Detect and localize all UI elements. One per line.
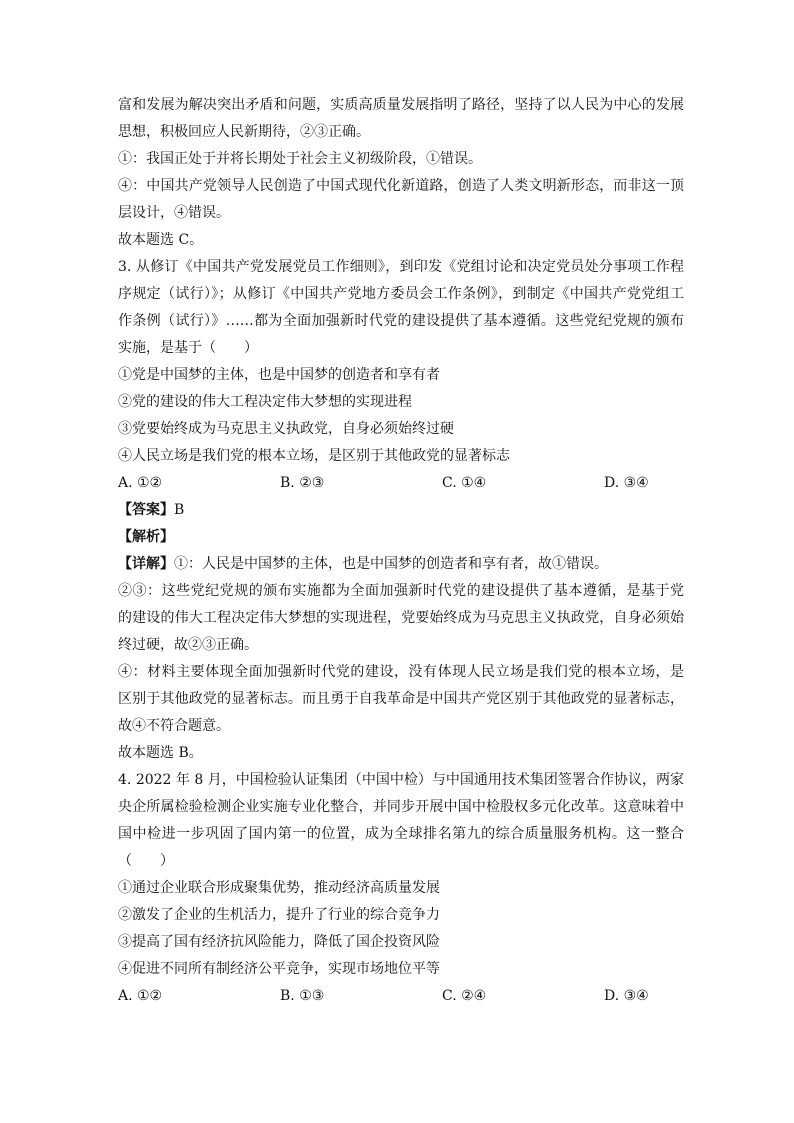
option-d: D. ③④ (604, 475, 649, 491)
text-line: ④：中国共产党领导人民创造了中国式现代化新道路，创造了人类文明新形态，而非这一顶 (118, 178, 684, 194)
option-b: B. ①③ (280, 988, 325, 1004)
option-c: C. ②④ (442, 988, 487, 1004)
analysis-label: 【解析】 (118, 529, 174, 545)
question-stem-line: 实施，是基于（ ） (118, 340, 258, 356)
statement-item: ②激发了企业的生机活力，提升了行业的综合竞争力 (118, 907, 440, 923)
option-b: B. ②③ (280, 475, 325, 491)
question-stem-line: 央企所属检验检测企业实施专业化整合，并同步开展中国中检股权多元化改革。这意味着中 (118, 799, 684, 815)
statement-item: ③提高了国有经济抗风险能力，降低了国企投资风险 (118, 934, 440, 950)
answer-options (118, 983, 684, 1010)
text-line: ①：我国正处于并将长期处于社会主义初级阶段，①错误。 (118, 151, 482, 167)
answer-line (118, 497, 684, 524)
option-d: D. ③④ (604, 988, 649, 1004)
question-stem-line: 4. 2022 年 8 月，中国检验认证集团（中国中检）与中国通用技术集团签署合作协议，两家 (118, 772, 684, 788)
detail-line: 终过硬，故②③正确。 (118, 637, 258, 653)
question-stem-line: 序规定（试行）》；从修订《中国共产党地方委员会工作条例》，到制定《中国共产党党组工 (118, 286, 684, 302)
option-a: A. ①② (118, 988, 163, 1004)
option-c: C. ①④ (442, 475, 487, 491)
detail-line: 的建设的伟大工程决定伟大梦想的实现进程，党要始终成为马克思主义执政党，自身必须始 (118, 610, 684, 626)
answer-value: B (174, 502, 185, 518)
answer-options (118, 470, 684, 497)
detail-line: ②③：这些党纪党规的颁布实施都为全面加强新时代党的建设提供了基本遵循，是基于党 (118, 583, 684, 599)
text-line: 思想，积极回应人民新期待，②③正确。 (118, 124, 370, 140)
statement-item: ①党是中国梦的主体，也是中国梦的创造者和享有者 (118, 367, 440, 383)
detail-line: 区别于其他政党的显著标志。而且勇于自我革命是中国共产党区别于其他政党的显著标志， (118, 691, 684, 707)
statement-item: ④人民立场是我们党的根本立场，是区别于其他政党的显著标志 (118, 448, 510, 464)
detail-line: ④：材料主要体现全面加强新时代党的建设，没有体现人民立场是我们党的根本立场，是 (118, 664, 684, 680)
document-page (118, 92, 684, 1010)
question-stem-line: 国中检进一步巩固了国内第一的位置，成为全球排名第九的综合质量服务机构。这一整合 (118, 826, 684, 842)
detail-line: 故④不符合题意。 (118, 718, 230, 734)
text-line: 故本题选 C。 (118, 232, 204, 248)
question-stem-line: 3. 从修订《中国共产党发展党员工作细则》，到印发《党组讨论和决定党员处分事项工作程 (118, 259, 684, 275)
question-stem-line: （ ） (118, 853, 174, 869)
statement-item: ④促进不同所有制经济公平竞争，实现市场地位平等 (118, 961, 440, 977)
statement-item: ③党要始终成为马克思主义执政党，自身必须始终过硬 (118, 421, 454, 437)
text-line: 富和发展为解决突出矛盾和问题，实质高质量发展指明了路径，坚持了以人民为中心的发展 (118, 97, 684, 113)
question-3 (118, 254, 684, 767)
detail-line: 故本题选 B。 (118, 745, 203, 761)
option-a: A. ①② (118, 475, 163, 491)
detail-text: ①：人民是中国梦的主体，也是中国梦的创造者和享有者，故①错误。 (174, 556, 608, 572)
answer-label: 【答案】 (118, 502, 174, 518)
text-line: 层设计，④错误。 (118, 205, 230, 221)
statement-item: ②党的建设的伟大工程决定伟大梦想的实现进程 (118, 394, 412, 410)
question-stem-line: 作条例（试行）》……都为全面加强新时代党的建设提供了基本遵循。这些党纪党规的颁布 (118, 313, 684, 329)
detail-line (118, 551, 684, 578)
statement-item: ①通过企业联合形成聚集优势，推动经济高质量发展 (118, 880, 440, 896)
previous-answer-continuation (118, 92, 684, 254)
detail-label: 【详解】 (118, 556, 174, 572)
question-4 (118, 767, 684, 1010)
